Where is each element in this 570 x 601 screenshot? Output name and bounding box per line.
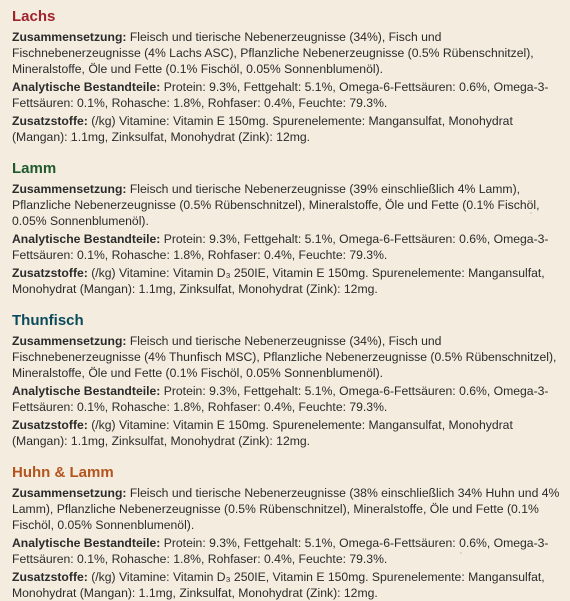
composition-label: Zusammensetzung: bbox=[12, 182, 127, 196]
analytic-paragraph bbox=[12, 535, 560, 567]
section-title: Thunfisch bbox=[12, 312, 84, 329]
composition-text: Fleisch und tierische Nebenerzeugnisse (34%), Fisch und Fischnebenerzeugnisse (4% Thunfisch MSC), Pflanzliche Nebenerzeugnisse (0.5% Rübenschnitzel), Mineralstoffe, Öle und Fette (0.1% Fischöl, 0.05% Sonnenblumenöl). bbox=[12, 334, 557, 380]
composition-label: Zusammensetzung: bbox=[12, 30, 127, 44]
analytic-label: Analytische Bestandteile: bbox=[12, 536, 161, 550]
composition-paragraph bbox=[12, 333, 560, 381]
additives-text: (/kg) Vitamine: Vitamin E 150mg. Spurenelemente: Mangansulfat, Monohydrat (Mangan): 1.1mg, Zinksulfat, Monohydrat (Zink): 12mg. bbox=[12, 114, 513, 144]
composition-label: Zusammensetzung: bbox=[12, 486, 127, 500]
analytic-paragraph bbox=[12, 79, 560, 111]
composition-text: Fleisch und tierische Nebenerzeugnisse (34%), Fisch und Fischnebenerzeugnisse (4% Lachs ASC), Pflanzliche Nebenerzeugnisse (0.5% Rübenschnitzel), Mineralstoffe, Öle und Fette (0.1% Fischöl, 0.05% Sonnenblumenöl). bbox=[12, 30, 534, 76]
analytic-text: Protein: 9.3%, Fettgehalt: 5.1%, Omega-6-Fettsäuren: 0.6%, Omega-3-Fettsäuren: 0.1%, Rohasche: 1.8%, Rohfaser: 0.4%, Feuchte: 79.3%. bbox=[12, 536, 549, 566]
section-title: Lachs bbox=[12, 8, 56, 25]
composition-text: Fleisch und tierische Nebenerzeugnisse (39% einschließlich 4% Lamm), Pflanzliche Nebenerzeugnisse (0.5% Rübenschnitzel), Mineralstoffe, Öle und Fette (0.1% Fischöl, 0.05% Sonnenblumenöl). bbox=[12, 182, 540, 228]
analytic-text: Protein: 9.3%, Fettgehalt: 5.1%, Omega-6-Fettsäuren: 0.6%, Omega-3-Fettsäuren: 0.1%, Rohasche: 1.8%, Rohfaser: 0.4%, Feuchte: 79.3%. bbox=[12, 80, 549, 110]
section-title: Lamm bbox=[12, 160, 57, 177]
section-thunfisch bbox=[12, 311, 560, 449]
composition-text: Fleisch und tierische Nebenerzeugnisse (38% einschließlich 34% Huhn und 4% Lamm), Pflanzliche Nebenerzeugnisse (0.5% Rübenschnitzel), Mineralstoffe, Öle und Fette (0.1% Fischöl, 0.05% Sonnenblumenöl). bbox=[12, 486, 560, 532]
additives-text: (/kg) Vitamine: Vitamin E 150mg. Spurenelemente: Mangansulfat, Monohydrat (Mangan): 1.1mg, Zinksulfat, Monohydrat (Zink): 12mg. bbox=[12, 418, 513, 448]
composition-paragraph bbox=[12, 485, 560, 533]
analytic-text: Protein: 9.3%, Fettgehalt: 5.1%, Omega-6-Fettsäuren: 0.6%, Omega-3-Fettsäuren: 0.1%, Rohasche: 1.8%, Rohfaser: 0.4%, Feuchte: 79.3%. bbox=[12, 232, 549, 262]
paper-speck bbox=[460, 552, 462, 554]
section-lachs bbox=[12, 7, 560, 145]
additives-paragraph bbox=[12, 265, 560, 297]
paper-speck bbox=[16, 372, 18, 374]
composition-paragraph bbox=[12, 181, 560, 229]
analytic-label: Analytische Bestandteile: bbox=[12, 80, 161, 94]
additives-text: (/kg) Vitamine: Vitamin D₃ 250IE, Vitamin E 150mg. Spurenelemente: Mangansulfat, Monohydrat (Mangan): 1.1mg, Zinksulfat, Monohydrat (Zink): 12mg. bbox=[12, 570, 545, 600]
additives-paragraph bbox=[12, 569, 560, 601]
additives-label: Zusatzstoffe: bbox=[12, 114, 88, 128]
additives-text: (/kg) Vitamine: Vitamin D₃ 250IE, Vitamin E 150mg. Spurenelemente: Mangansulfat, Monohydrat (Mangan): 1.1mg, Zinksulfat, Monohydrat (Zink): 12mg. bbox=[12, 266, 545, 296]
analytic-label: Analytische Bestandteile: bbox=[12, 232, 161, 246]
additives-paragraph bbox=[12, 113, 560, 145]
analytic-label: Analytische Bestandteile: bbox=[12, 384, 161, 398]
paper-speck bbox=[530, 212, 532, 214]
paper-speck bbox=[300, 286, 302, 288]
analytic-paragraph bbox=[12, 383, 560, 415]
section-lamm bbox=[12, 159, 560, 297]
section-huhn-lamm bbox=[12, 463, 560, 601]
additives-label: Zusatzstoffe: bbox=[12, 266, 88, 280]
analytic-paragraph bbox=[12, 231, 560, 263]
additives-paragraph bbox=[12, 417, 560, 449]
paper-speck bbox=[70, 140, 72, 142]
analytic-text: Protein: 9.3%, Fettgehalt: 5.1%, Omega-6-Fettsäuren: 0.6%, Omega-3-Fettsäuren: 0.1%, Rohasche: 1.8%, Rohfaser: 0.4%, Feuchte: 79.3%. bbox=[12, 384, 549, 414]
additives-label: Zusatzstoffe: bbox=[12, 570, 88, 584]
composition-paragraph bbox=[12, 29, 560, 77]
composition-label: Zusammensetzung: bbox=[12, 334, 127, 348]
additives-label: Zusatzstoffe: bbox=[12, 418, 88, 432]
section-title: Huhn & Lamm bbox=[12, 464, 114, 481]
